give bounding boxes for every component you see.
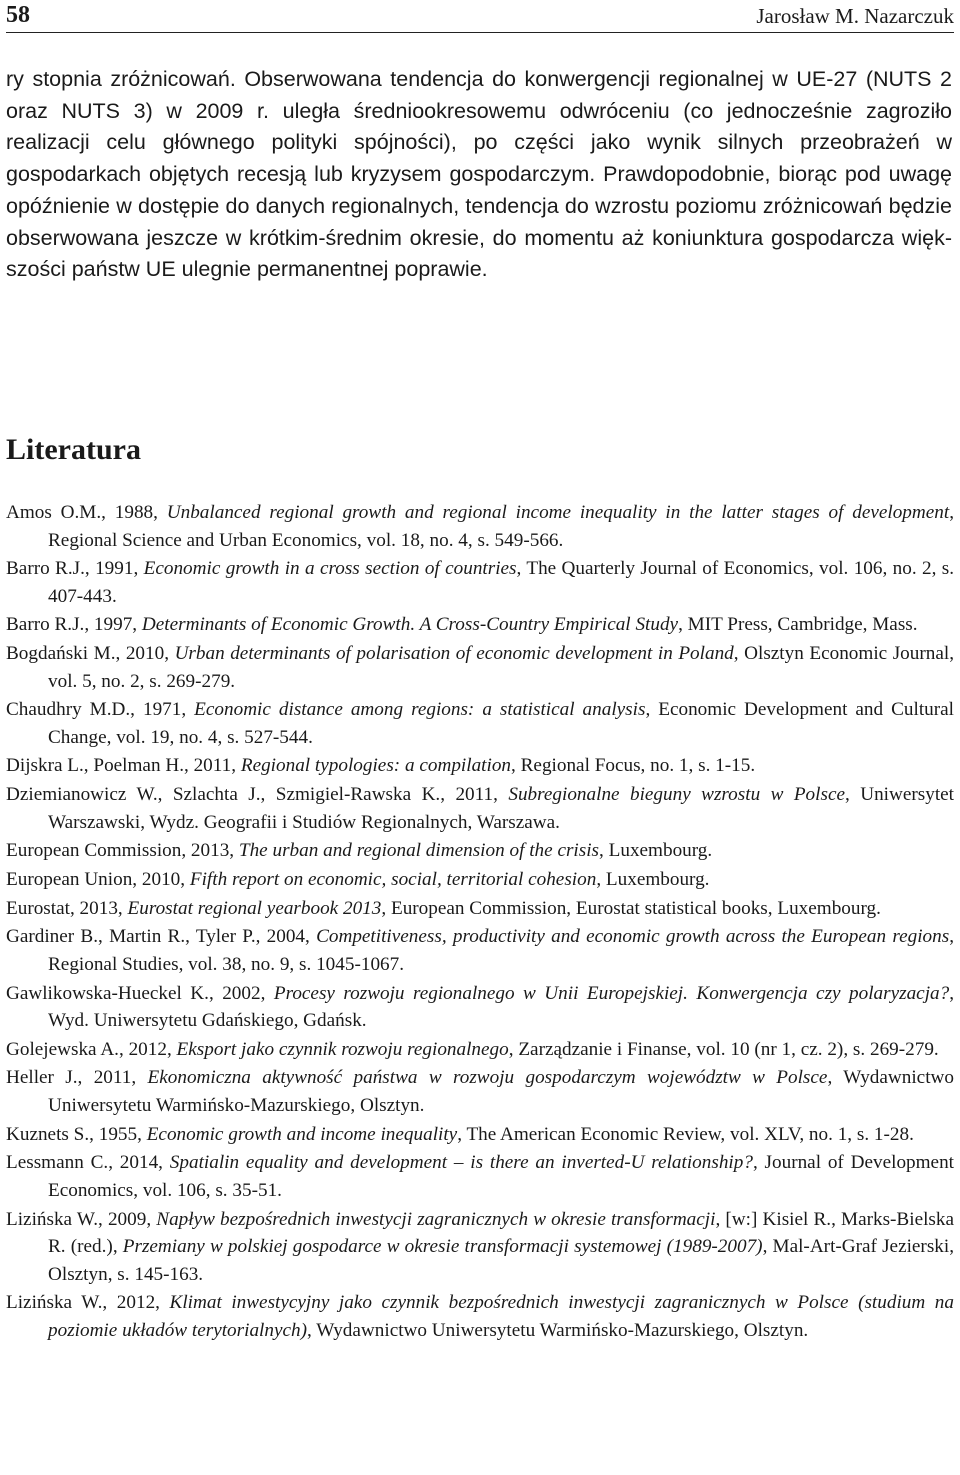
running-head: Jarosław M. Nazarczuk: [756, 4, 954, 28]
reference-details: , Regional Science and Urban Economics, vol. 18, no. 4, s. 549-566.: [48, 502, 954, 551]
reference-author: Lizińska W., 2012,: [6, 1292, 170, 1314]
reference-title: Spatialin equality and development – is there an inverted-U relationship?: [169, 1152, 753, 1174]
reference-author: Heller J., 2011,: [6, 1067, 148, 1089]
reference-author: European Union, 2010,: [6, 869, 190, 890]
reference-entry: [6, 895, 954, 923]
reference-entry: [6, 1206, 954, 1289]
reference-details: , Olsztyn Economic Journal, vol. 5, no. 2, s. 269-279.: [48, 643, 954, 692]
reference-author: Gawlikowska-Hueckel K., 2002,: [6, 982, 274, 1004]
reference-details: , MIT Press, Cambridge, Mass.: [678, 614, 918, 636]
reference-title: Determinants of Economic Growth. A Cross-Country Empirical Study: [141, 614, 679, 636]
reference-entry: [6, 499, 954, 554]
reference-entry: [6, 837, 954, 865]
page-number: 58: [6, 2, 30, 28]
reference-details: , Wydawnictwo Uniwersytetu Warmińsko-Mazurskiego, Olsztyn.: [307, 1319, 809, 1341]
reference-entry: [6, 781, 954, 836]
reference-author: Dziemianowicz W., Szlachta J., Szmigiel-Rawska K., 2011,: [6, 784, 509, 806]
reference-author: Amos O.M., 1988,: [6, 502, 167, 523]
reference-details: , Regional Focus, no. 1, s. 1-15.: [511, 755, 756, 777]
reference-title: Przemiany w polskiej gospodarce w okresie transformacji systemowej (1989-2007): [122, 1236, 763, 1257]
reference-details: , Mal-Art-Graf Jezierski, Olsztyn, s. 145-163.: [48, 1236, 955, 1285]
reference-details: , Journal of Development Economics, vol. 106, s. 35-51.: [48, 1152, 954, 1201]
reference-title: Eksport jako czynnik rozwoju regionalnego: [176, 1038, 509, 1060]
reference-details: , Wydawnictwo Uniwersytetu Warmińsko-Mazurskiego, Olsztyn.: [48, 1067, 954, 1116]
reference-title: Napływ bezpośrednich inwestycji zagranicznych w okresie transformacji: [156, 1208, 716, 1230]
reference-entry: [6, 752, 954, 780]
reference-title: Procesy rozwoju regionalnego w Unii Europejskiej. Konwergencja czy polaryzacja?: [273, 982, 950, 1004]
reference-author: European Commission, 2013,: [6, 840, 239, 862]
reference-entry: [6, 1064, 954, 1119]
reference-details: , Economic Development and Cultural Change, vol. 19, no. 4, s. 527-544.: [48, 699, 955, 748]
reference-title: Unbalanced regional growth and regional income inequality in the latter stages of development: [166, 502, 950, 523]
reference-author: Bogdański M., 2010,: [6, 643, 175, 665]
reference-details: , The Quarterly Journal of Economics, vol. 106, no. 2, s. 407-443.: [48, 558, 955, 607]
reference-author: Lessmann C., 2014,: [6, 1152, 170, 1174]
reference-details: , Wyd. Uniwersytetu Gdańskiego, Gdańsk.: [48, 982, 955, 1032]
reference-entry: [6, 611, 954, 639]
reference-details: , Luxembourg.: [596, 869, 710, 890]
reference-entry: [6, 866, 954, 894]
reference-details: , Zarządzanie i Finanse, vol. 10 (nr 1, cz. 2), s. 269-279.: [508, 1038, 939, 1060]
reference-title: Klimat inwestycyjny jako czynnik bezpośrednich inwestycji zagranicznych w Polsce (studium na poziomie układów terytorialnych): [48, 1292, 954, 1341]
reference-title: Fifth report on economic, social, territorial cohesion: [189, 869, 597, 890]
reference-title: Economic growth in a cross section of countries: [143, 558, 517, 580]
reference-entry: [6, 1149, 954, 1204]
page-header: [6, 0, 954, 33]
section-heading: Literatura: [6, 433, 141, 466]
reference-entry: [6, 640, 954, 695]
reference-entry: [6, 923, 954, 978]
reference-author: Barro R.J., 1991,: [6, 558, 144, 580]
reference-title: Regional typologies: a compilation: [240, 755, 512, 777]
reference-author: Chaudhry M.D., 1971,: [6, 699, 195, 721]
reference-title: Eurostat regional yearbook 2013: [127, 897, 382, 919]
reference-details: , European Commission, Eurostat statistical books, Luxembourg.: [381, 897, 881, 919]
reference-author: Gardiner B., Martin R., Tyler P., 2004,: [6, 926, 317, 948]
reference-entry: [6, 980, 954, 1035]
reference-title: Subregionalne bieguny wzrostu w Polsce: [508, 784, 845, 806]
reference-title: Economic distance among regions: a statistical analysis: [194, 699, 646, 721]
reference-title: Ekonomiczna aktywność państwa w rozwoju gospodarczym województw w Polsce: [147, 1067, 828, 1089]
reference-list: [6, 499, 954, 1345]
reference-author: Dijskra L., Poelman H., 2011,: [6, 755, 241, 777]
reference-title: Urban determinants of polarisation of economic development in Poland: [174, 643, 734, 665]
reference-author: Golejewska A., 2012,: [6, 1038, 177, 1060]
reference-title: Economic growth and income inequality: [146, 1123, 458, 1145]
reference-author: Kuznets S., 1955,: [6, 1123, 147, 1145]
reference-entry: [6, 1036, 954, 1064]
reference-author: Lizińska W., 2009,: [6, 1208, 157, 1230]
reference-entry: [6, 1289, 954, 1344]
reference-entry: [6, 555, 954, 610]
reference-details: , The American Economic Review, vol. XLV, no. 1, s. 1-28.: [457, 1123, 914, 1145]
body-paragraph: ry stopnia zróżnicowań. Obserwowana tendencja do konwergencji regionalnej w UE-27 (NUTS 2 oraz NUTS 3) w 2009 r. uległa średniookresowemu odwróceniu (co jednocześnie zagroziło realizacji celu głównego polityki spójności), po części jako wynik silnych przeobrażeń w gospodarkach objętych recesją lub kryzysem gospodarczym. Prawdopodobnie, biorąc pod uwagę opóźnienie w dostępie do danych regionalnych, tendencja do wzrostu poziomu zróżnicowań będzie obserwowana jeszcze w krótkim-średnim okresie, do momentu aż koniunktura gospodarcza większości państw UE ulegnie permanentnej poprawie.: [6, 67, 952, 282]
reference-author: Eurostat, 2013,: [6, 897, 128, 919]
reference-entry: [6, 696, 954, 751]
reference-details: , Regional Studies, vol. 38, no. 9, s. 1045-1067.: [48, 926, 954, 975]
reference-entry: [6, 1121, 954, 1149]
reference-author: Barro R.J., 1997,: [6, 614, 142, 636]
reference-details: , Luxembourg.: [599, 840, 713, 862]
reference-title: The urban and regional dimension of the crisis: [238, 840, 600, 862]
reference-details: , [w:] Kisiel R., Marks-Bielska R. (red.),: [48, 1208, 954, 1257]
reference-title: Competitiveness, productivity and economic growth across the European regions: [316, 926, 950, 948]
reference-details: , Uniwersytet Warszawski, Wydz. Geografii i Studiów Regionalnych, Warszawa.: [48, 784, 954, 833]
